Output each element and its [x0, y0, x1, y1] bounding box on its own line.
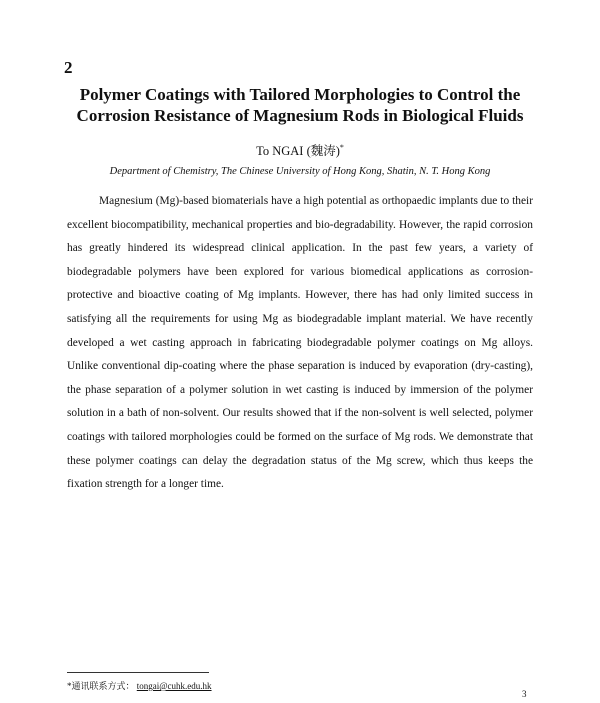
abstract-paragraph: Magnesium (Mg)-based biomaterials have a high potential as orthopaedic implants due to their excellent biocompatibility, mechanical properties and bio-degradability. However, the rapid corrosion has greatly hindered its widespread clinical application. In the past few years, a variety of biodegradable polymers have been explored for various biomedical applications as corrosion-protective and bioactive coating of Mg implants. However, there has had only limited success in satisfying all the requirements for using Mg as biodegradable implant material. We have recently developed a wet casting approach in fabricating biodegradable polymer coatings on Mg alloys. Unlike conventional dip-coating where the phase separation is induced by evaporation (dry-casting), the phase separation of a polymer solution in wet casting is induced by immersion of the polymer solution in a bath of non-solvent. Our results showed that if the non-solvent is well selected, polymer coatings with tailored morphologies could be formed on the surface of Mg rods. We demonstrate that these polymer coatings can delay the degradation status of the Mg screw, which thus keeps the fixation strength for a longer time.	[67, 195, 533, 491]
affiliation: Department of Chemistry, The Chinese University of Hong Kong, Shatin, N. T. Hong Kong	[109, 166, 491, 177]
footnote	[67, 679, 212, 692]
paper-title: Polymer Coatings with Tailored Morphologies to Control the Corrosion Resistance of Magnesium Rods in Biological Fluids	[76, 85, 524, 125]
footnote-email-link[interactable]: tongai@cuhk.edu.hk	[136, 681, 212, 691]
author-name: To NGAI (魏涛)	[256, 144, 340, 158]
footnote-divider	[67, 672, 209, 673]
footnote-label: *通讯联系方式：	[67, 681, 135, 691]
page-number: 3	[522, 689, 527, 699]
author-footnote-mark: *	[339, 142, 344, 152]
chapter-number: 2	[64, 58, 73, 77]
author-line	[0, 141, 600, 159]
